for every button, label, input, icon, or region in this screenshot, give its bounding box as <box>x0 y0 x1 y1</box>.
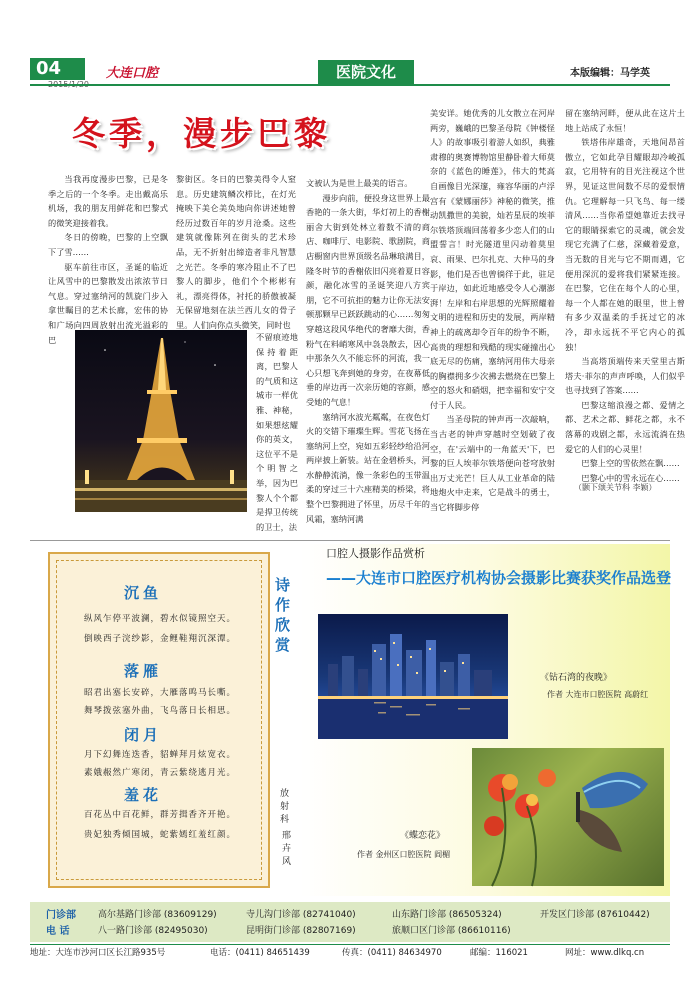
poem-title-2: 落雁 <box>124 662 163 680</box>
skyline-icon <box>318 614 508 739</box>
eiffel-tower-photo <box>75 330 247 512</box>
article-column-2 <box>176 172 296 330</box>
paragraph: 漫步向前，便投身这世界上最香艳的一条大街，华灯初上的香榭丽舍大街到处林立着数不清的商店、咖啡厅、电影院、歌剧院，商店橱窗内世界顶级名品琳琅满目，隆冬时节的香榭依旧闪亮着夏日容颜，融化冰雪的圣诞笑迎八方宾朋，它不可抗拒的魅力让你无法安顿那颗早已跃跃跳动的心……匆匆穿越这段风华绝代的奢靡大街，香粉气在料峭寒风中袅袅散去，因心中那条久久不能忘怀的河流，我一心只想飞奔到她的身旁，在夜幕低垂的岸边再一次亲历她的容颜，感受她的气息！ <box>306 192 430 407</box>
poem-author-dept: 放射科 <box>280 789 290 825</box>
paragraph: 当高塔顶端传来天堂里古斯塔夫·菲尔的声声呼唤，人们似乎也寻找到了答案…… <box>565 356 685 396</box>
clinic-entry: 寺儿沟门诊部 (82741040) <box>246 910 356 920</box>
newspaper-logo: 大连口腔 <box>106 66 159 81</box>
clinics-label: 门诊部 <box>46 910 76 921</box>
photo-section-subtitle: 口腔人摄影作品赏析 <box>326 547 425 560</box>
poem-line: 纵风乍停平波澜，碧水似镜照空天。 <box>84 614 237 624</box>
butterfly-flower-icon <box>472 748 664 886</box>
photo-1-author: 作者 大连市口腔医院 高蔚红 <box>547 690 649 699</box>
poem-section-header: 诗作欣赏 <box>275 576 291 654</box>
footer-rule <box>30 944 670 945</box>
paragraph: 文被认为是世上最美的语言。 <box>306 178 413 188</box>
clinic-entry: 高尔基路门诊部 (83609129) <box>98 910 217 920</box>
footer-fax: 传真：(0411) 84634970 <box>342 948 442 958</box>
page-editor: 本版编辑：马学英 <box>570 68 650 79</box>
poem-line: 贵妃独秀倾国城，蛇紫嫣红羞红颜。 <box>84 830 237 840</box>
photo-section-title: ——大连市口腔医疗机构协会摄影比赛获奖作品选登 <box>326 569 672 587</box>
paragraph: 巴黎这缩浪漫之都、爱情之都、艺术之都、鲜花之都，永不落幕的戏剧之都，永远流淌在热爱它的人们的心灵里！ <box>565 399 685 454</box>
eiffel-tower-icon <box>75 330 247 512</box>
poem-title-1: 沉鱼 <box>124 584 163 602</box>
poem-title-3: 闭月 <box>124 726 163 744</box>
paragraph: 驱车前往市区，圣诞的临近让风雪中的巴黎散发出浓浓节日气息。穿过塞纳河的凯旋门步入拿世瞩目的艺术长廊，宏伟的协和广场向四周放射出流光溢彩的巴 <box>48 261 168 345</box>
section-divider <box>30 540 670 541</box>
article-column-4 <box>430 106 555 526</box>
clinic-entry: 昆明街门诊部 (82807169) <box>246 926 356 936</box>
butterfly-photo <box>472 748 664 886</box>
paragraph: 黎街区。冬日的巴黎美得令人窒息。历史建筑鳞次栉比，在灯光掩映下美仑美奂地向你讲述她曾经历过数百年的岁月沧桑。这些建筑就像陈列在街头的艺术珍品，无不折射出缔造者非凡智慧之光芒。冬季的寒冷阻止不了巴黎人的脚步，他们个个彬彬有礼，漂亮得体，衬托的骄傲被凝无保留地刻在法兰西儿女的骨子里。人们向你点头微笑，同时也 <box>176 174 296 330</box>
column-name: 医院文化 <box>318 60 414 84</box>
poem-line: 月下幻舞连迭香，貂蝉拜月炫宽衣。 <box>84 750 237 760</box>
paragraph: 留在塞纳河畔，便从此在这片土地上站成了永恒！ <box>565 108 685 133</box>
paragraph: 铁塔伟岸雄奇，天地间昂首傲立，它如此孕目耀眼却冷峻孤寂，它用特有的目光注视这个世界，见证这世间数不尽的爱恨情仇。它理解每一只飞鸟、每一缕清风……当你希望她靠近去找寻它的眼睛探索它的灵魂，就会发现它充满了仁慈，深藏着爱意，当无数的目光与它不期而遇，它便用深沉的爱将我们紧紧连接。在巴黎，它住在每个人的心里，每一个人都在她的眼里，世上曾有多少双温柔的手抚过它的冰冷，却永远抚不平它内心的孤独！ <box>565 137 685 352</box>
poem-line: 昭君出塞长安碎，大雁落鸣马长嘶。 <box>84 688 237 698</box>
footer-post: 邮编：116021 <box>470 948 528 958</box>
city-night-photo <box>318 614 508 739</box>
poem-line: 倒映西子浣纱影，金鲤鞋翔沉深潭。 <box>84 634 237 644</box>
footer-web: 网址：www.dlkq.cn <box>565 948 645 958</box>
paragraph: 美安详。她优秀的儿女散立在河岸两旁，巍峨的巴黎圣母院《钟楼怪人》的故事吸引着游人如织，典雅肃穆的奥赛博物馆里静卧着大师莫奈的《蓝色的睡莲》，伟大的梵高自画像目光深邃，雍容华丽的卢浮宫有《蒙娜丽莎》神秘的微笑，推动凯撒世的美貌，灿若星辰的埃菲尔铁塔顶端回荡着多少恋人们的山盟誓言！时光隧道里闪动着莫里哀、雨果、巴尔扎克、大仲马的身影，他们是否也曾徜徉于此，驻足于岸边，如此近地感受令人心潮澎湃！左岸和右岸思想的光辉照耀着文明的进程和历史的发展，两岸精神上的疏离却令百年的纷争不断，高贵的理想和残酷的现实碰撞出心底无尽的伤痛，塞纳河用伟大母亲的胸襟拥多少次拂去燃烧在巴黎上空的怒火和硝烟，把幸福和安宁交付于人民。 <box>430 108 555 410</box>
paragraph: 塞纳河水波光粼粼，在夜色灯火的交错下璀璨生辉。雪花飞扬在塞纳河上空，宛如五彩轻纱给沿河两岸披上新装。站在金碧桥头，河水静静流淌，像一条彩色的玉带温柔的穿过三十六座精美的桥梁，将整个巴黎拥进了怀里，历尽千年的风霜，塞纳河满 <box>306 411 430 524</box>
clinic-entry: 八一路门诊部 (82495030) <box>98 926 208 936</box>
article-column-3 <box>306 176 430 526</box>
clinic-entry: 旅顺口区门诊部 (86610116) <box>392 926 511 936</box>
paragraph: 当我再度漫步巴黎，已是冬季之后的一个冬季。走出戴高乐机场，我的朋友用鲜花和巴黎式的微笑迎接着我。 <box>48 174 168 228</box>
phone-label: 电 话 <box>46 926 70 937</box>
article-credit: （颢下颂关节科 李颖） <box>574 483 657 492</box>
article-title: 冬季，漫步巴黎 <box>72 114 331 153</box>
footer-address: 地址：大连市沙河口区长江路935号 <box>30 948 166 958</box>
photo-2-title: 《蝶恋花》 <box>400 831 446 841</box>
page-number: 04 <box>30 58 85 80</box>
clinic-entry: 开发区门诊部 (87610442) <box>540 910 650 920</box>
paragraph: 巴黎上空的雪依然在飘…… <box>581 458 680 469</box>
poem-line: 素娥赧然广寒闭，青云紫绕逃月光。 <box>84 768 237 778</box>
footer-phone: 电话：(0411) 84651439 <box>210 948 310 958</box>
poem-author-name: 邢卉风 <box>282 831 292 867</box>
poem-line: 百花丛中百花鲜，群芳揖香齐开艳。 <box>84 810 237 820</box>
header-rule <box>30 84 670 86</box>
paragraph: 巴黎心中的雪永远在心…… <box>581 472 680 483</box>
article-column-2-continued <box>256 330 298 532</box>
photo-1-title: 《钻石湾的夜晚》 <box>540 673 613 683</box>
paragraph: 冬日的傍晚，巴黎的上空飘下了雪…… <box>48 232 168 257</box>
clinic-entry: 山东路门诊部 (86505324) <box>392 910 502 920</box>
paragraph: 当圣母院的钟声再一次敲响，当古老的钟声穿越时空划破了夜空，在'云端中的一角蓝天'下，巴黎的巨人埃菲尔铁塔便向苍穹放射出万丈光芒！巨人从工业革命的陆地炮火中走来，它是战斗的勇士，当它将脚步停 <box>430 414 555 513</box>
poem-title-4: 羞花 <box>124 786 163 804</box>
paragraph: 不留痕迹地保持着距离，巴黎人的气质和这城市一样优雅、神秘，如果想炫耀你的英文，这位平不是个明智之举，因为巴黎人个个都是捍卫传统的卫士，法 <box>256 332 298 532</box>
article-column-5 <box>565 106 685 483</box>
photo-2-author: 作者 金州区口腔医院 阎楣 <box>357 850 451 859</box>
article-column-1 <box>48 172 168 347</box>
poem-line: 舞琴拨弦塞外曲，飞鸟落日长相思。 <box>84 706 237 716</box>
